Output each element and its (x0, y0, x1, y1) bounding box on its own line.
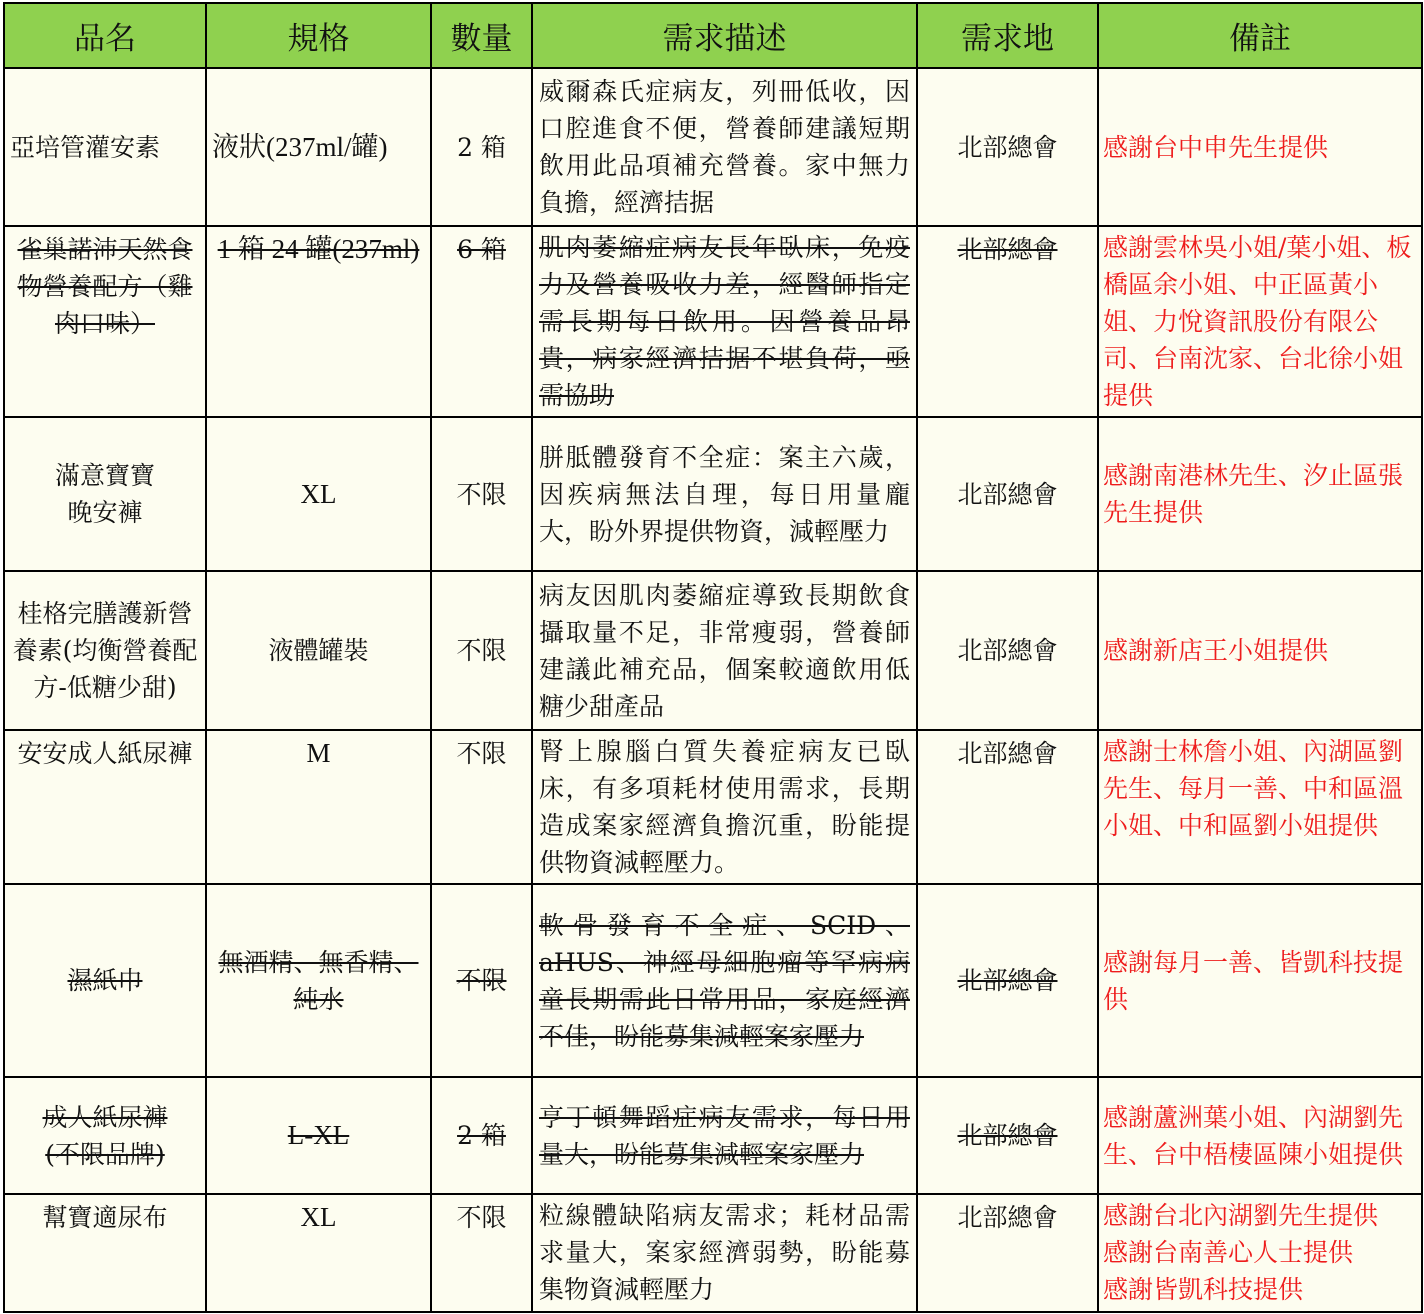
remarks-cell: 感謝台中申先生提供 (1098, 68, 1422, 226)
quantity-cell: 不限 (431, 417, 532, 571)
item-name-line: (不限品牌) (45, 1139, 165, 1169)
item-name-cell: 桂格完膳護新營養素(均衡營養配方-低糖少甜) (4, 571, 206, 730)
header-item-name: 品名 (4, 3, 206, 68)
location-cell: 北部總會 (917, 884, 1098, 1077)
description-cell: 粒線體缺陷病友需求；耗材品需求量大，案家經濟弱勢，盼能募集物資減輕壓力 (532, 1194, 917, 1312)
item-name-line: 成人紙尿褲 (42, 1102, 168, 1132)
quantity-cell: 不限 (431, 571, 532, 730)
spec-cell: L-XL (206, 1077, 431, 1194)
item-name-line: 晚安褲 (67, 498, 143, 527)
item-name-cell: 濕紙巾 (4, 884, 206, 1077)
location-cell: 北部總會 (917, 1077, 1098, 1194)
header-description: 需求描述 (532, 3, 917, 68)
description-cell: 亨丁頓舞蹈症病友需求，每日用量大，盼能募集減輕案家壓力 (532, 1077, 917, 1194)
description-cell: 胼胝體發育不全症：案主六歲，因疾病無法自理，每日用量龐大，盼外界提供物資，減輕壓力 (532, 417, 917, 571)
quantity-cell: 2 箱 (431, 1077, 532, 1194)
remarks-cell: 感謝士林詹小姐、內湖區劉先生、每月一善、中和區溫小姐、中和區劉小姐提供 (1098, 730, 1422, 884)
description-cell: 腎上腺腦白質失養症病友已臥床，有多項耗材使用需求，長期造成案家經濟負擔沉重，盼能提供物資減輕壓力。 (532, 730, 917, 884)
spec-cell: XL (206, 417, 431, 571)
location-cell: 北部總會 (917, 68, 1098, 226)
donation-needs-table (3, 2, 1423, 1313)
header-spec: 規格 (206, 3, 431, 68)
spec-cell: M (206, 730, 431, 884)
item-name-line: 滿意寶寶 (54, 461, 155, 490)
quantity-cell: 不限 (431, 730, 532, 884)
remarks-cell (1098, 1194, 1422, 1312)
location-cell: 北部總會 (917, 1194, 1098, 1312)
header-quantity: 數量 (431, 3, 532, 68)
spec-cell: 液狀(237ml/罐) (206, 68, 431, 226)
remarks-line: 感謝皆凱科技提供 (1103, 1275, 1304, 1304)
header-location: 需求地 (917, 3, 1098, 68)
location-cell: 北部總會 (917, 571, 1098, 730)
quantity-cell: 不限 (431, 884, 532, 1077)
remarks-cell: 感謝蘆洲葉小姐、內湖劉先生、台中梧棲區陳小姐提供 (1098, 1077, 1422, 1194)
spec-cell: 1 箱 24 罐(237ml) (206, 226, 431, 417)
table-row (4, 68, 1422, 226)
description-cell: 病友因肌肉萎縮症導致長期飲食攝取量不足，非常瘦弱，營養師建議此補充品，個案較適飲用低糖少甜產品 (532, 571, 917, 730)
location-cell: 北部總會 (917, 417, 1098, 571)
table-row (4, 571, 1422, 730)
remarks-cell: 感謝南港林先生、汐止區張先生提供 (1098, 417, 1422, 571)
header-remarks: 備註 (1098, 3, 1422, 68)
spec-cell: 液體罐裝 (206, 571, 431, 730)
table-row (4, 417, 1422, 571)
item-name-cell (4, 417, 206, 571)
description-cell: 軟骨發育不全症、SCID、aHUS、神經母細胞瘤等罕病病童長期需此日常用品，家庭經濟不佳，盼能募集減輕案家壓力 (532, 884, 917, 1077)
remarks-line: 感謝台北內湖劉先生提供 (1103, 1201, 1379, 1230)
location-cell: 北部總會 (917, 226, 1098, 417)
spec-cell: 無酒精、無香精、純水 (206, 884, 431, 1077)
table-row (4, 730, 1422, 884)
table-row (4, 226, 1422, 417)
remarks-cell: 感謝新店王小姐提供 (1098, 571, 1422, 730)
remarks-cell: 感謝雲林吳小姐/葉小姐、板橋區余小姐、中正區黃小姐、力悅資訊股份有限公司、台南沈家、台北徐小姐提供 (1098, 226, 1422, 417)
description-cell: 威爾森氏症病友，列冊低收，因口腔進食不便，營養師建議短期飲用此品項補充營養。家中無力負擔，經濟拮据 (532, 68, 917, 226)
quantity-cell: 不限 (431, 1194, 532, 1312)
item-name-cell: 亞培管灌安素 (4, 68, 206, 226)
item-name-cell: 雀巢諾沛天然食物營養配方（雞肉口味） (4, 226, 206, 417)
table-row (4, 1077, 1422, 1194)
location-cell: 北部總會 (917, 730, 1098, 884)
description-cell: 肌肉萎縮症病友長年臥床，免疫力及營養吸收力差，經醫師指定需長期每日飲用。因營養品昂貴，病家經濟拮据不堪負荷，亟需協助 (532, 226, 917, 417)
remarks-cell: 感謝每月一善、皆凱科技提供 (1098, 884, 1422, 1077)
item-name-cell: 幫寶適尿布 (4, 1194, 206, 1312)
item-name-cell (4, 1077, 206, 1194)
item-name-cell: 安安成人紙尿褲 (4, 730, 206, 884)
table-row (4, 884, 1422, 1077)
quantity-cell: 2 箱 (431, 68, 532, 226)
quantity-cell: 6 箱 (431, 226, 532, 417)
header-row (4, 3, 1422, 68)
remarks-line: 感謝台南善心人士提供 (1103, 1238, 1354, 1267)
spec-cell: XL (206, 1194, 431, 1312)
table-row (4, 1194, 1422, 1312)
